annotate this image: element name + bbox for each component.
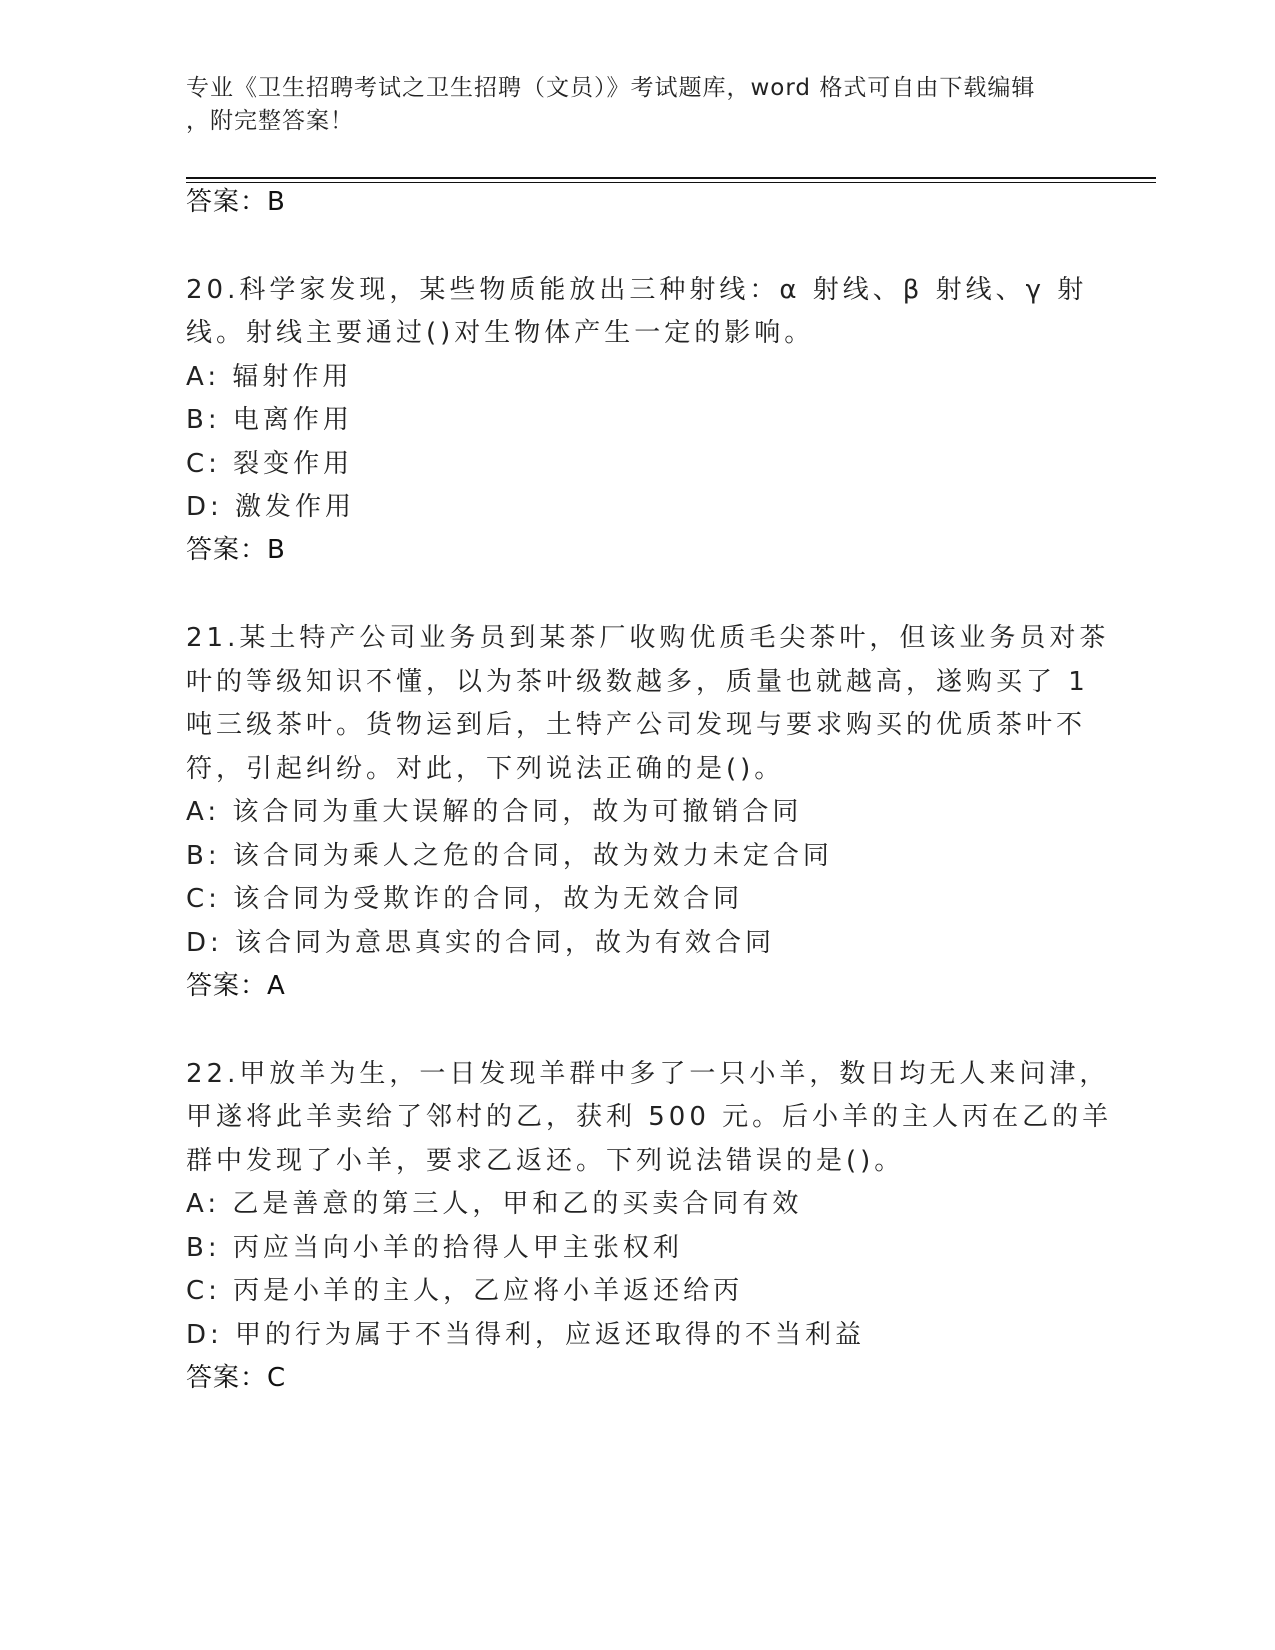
header-line-2: ，附完整答案！ (186, 108, 354, 134)
question-22-option-c: C: 丙是小羊的主人，乙应将小羊返还给丙 (186, 1276, 744, 1306)
question-22-option-b: B: 丙应当向小羊的拾得人甲主张权利 (186, 1233, 683, 1263)
previous-answer: 答案：B (186, 187, 286, 217)
question-21-option-c: C: 该合同为受欺诈的合同，故为无效合同 (186, 884, 744, 914)
question-21-line-4: 符，引起纠纷。对此，下列说法正确的是()。 (186, 754, 785, 784)
question-22-option-a: A: 乙是善意的第三人，甲和乙的买卖合同有效 (186, 1189, 803, 1219)
header-divider-thin (186, 182, 1156, 183)
question-22-answer: 答案：C (186, 1363, 287, 1393)
question-22-option-d: D: 甲的行为属于不当得利，应返还取得的不当利益 (186, 1320, 866, 1350)
question-21-line-3: 吨三级茶叶。货物运到后，土特产公司发现与要求购买的优质茶叶不 (186, 710, 1087, 740)
question-21-line-1: 21.某土特产公司业务员到某茶厂收购优质毛尖茶叶，但该业务员对茶 (186, 623, 1110, 653)
question-21-option-a: A: 该合同为重大误解的合同，故为可撤销合同 (186, 797, 803, 827)
question-20-option-b: B: 电离作用 (186, 405, 353, 435)
question-20-answer: 答案：B (186, 535, 286, 565)
question-20-line-2: 线。射线主要通过()对生物体产生一定的影响。 (186, 318, 815, 348)
question-22-line-2: 甲遂将此羊卖给了邻村的乙，获利 500 元。后小羊的主人丙在乙的羊 (186, 1102, 1113, 1132)
question-20-option-d: D: 激发作用 (186, 492, 356, 522)
question-22-line-1: 22.甲放羊为生，一日发现羊群中多了一只小羊，数日均无人来问津， (186, 1059, 1110, 1089)
question-21-option-d: D: 该合同为意思真实的合同，故为有效合同 (186, 928, 776, 958)
question-21-option-b: B: 该合同为乘人之危的合同，故为效力未定合同 (186, 841, 833, 871)
question-20-line-1: 20.科学家发现，某些物质能放出三种射线：α 射线、β 射线、γ 射 (186, 275, 1088, 305)
question-22-line-3: 群中发现了小羊，要求乙返还。下列说法错误的是()。 (186, 1146, 905, 1176)
question-20-option-a: A: 辐射作用 (186, 362, 353, 392)
question-20-option-c: C: 裂变作用 (186, 449, 354, 479)
header-line-1: 专业《卫生招聘考试之卫生招聘（文员）》考试题库，word 格式可自由下载编辑 (186, 75, 1036, 101)
header-divider-thick (186, 177, 1156, 179)
document-header (186, 72, 1086, 138)
question-21-answer: 答案：A (186, 971, 286, 1001)
question-21-line-2: 叶的等级知识不懂，以为茶叶级数越多，质量也就越高，遂购买了 1 (186, 667, 1089, 697)
